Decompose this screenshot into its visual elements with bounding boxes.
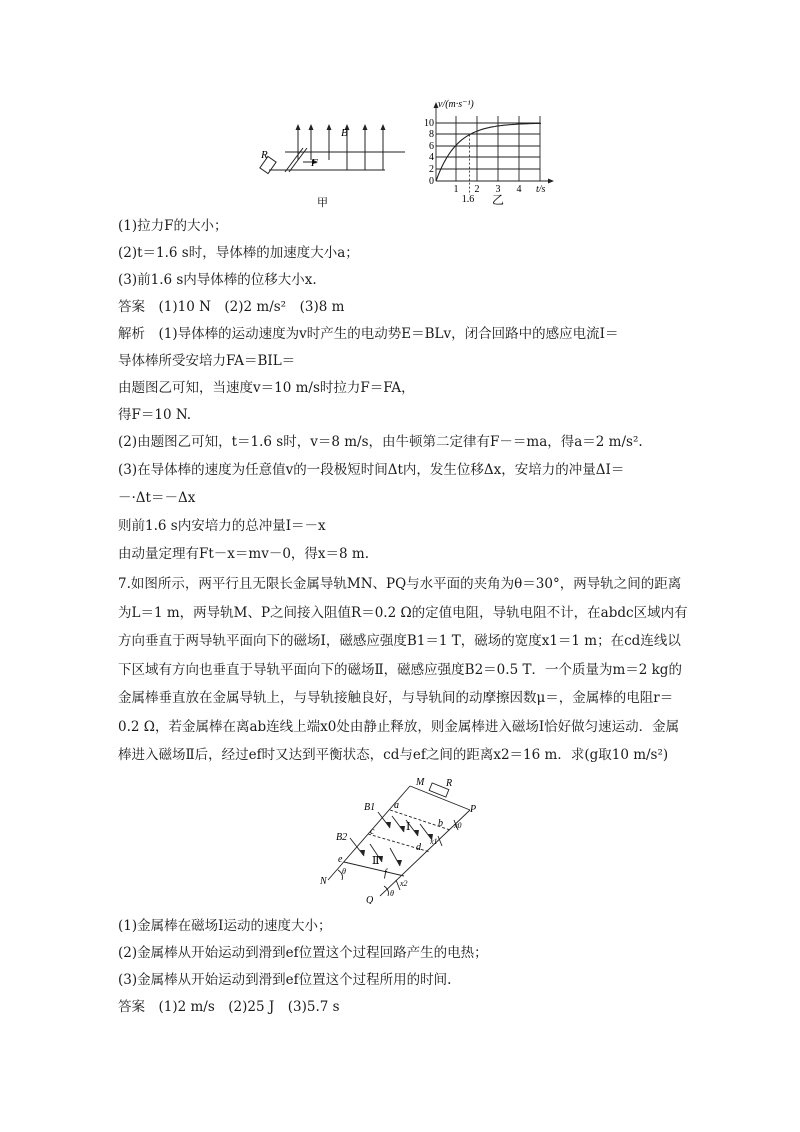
q7-sub2: (2)金属棒从开始运动到滑到ef位置这个过程回路产生的电热；	[118, 945, 488, 961]
fig2-label-q: Q	[366, 895, 374, 904]
x-tick: 1	[453, 184, 459, 195]
fig2-label-x2: x2	[400, 879, 408, 888]
label-r: R	[261, 149, 268, 161]
figure-yi-vt-graph	[420, 96, 560, 211]
caption-jia: 甲	[317, 197, 328, 209]
fig2-label-x0: x0	[454, 821, 462, 830]
q6-analysis-line: 由题图乙可知，当速度v＝10 m/s时拉力F＝FA，	[118, 380, 415, 396]
figure-inclined-rails	[320, 772, 490, 904]
q7-stem: 7.如图所示，两平行且无限长金属导轨MN、PQ与水平面的夹角为θ＝30°，两导轨之间的距离为L＝1 m，两导轨M、P之间接入阻值R＝0.2 Ω的定值电阻，导轨电阻不计，在abdc区域内有方向垂直于两导轨平面向下的磁场Ⅰ，磁感应强度B1＝1 T，磁场的宽度x1＝1 m；在cd连线以下区域有方向也垂直于导轨平面向下的磁场Ⅱ，磁感应强度B2＝0.5 T．一个质量为m＝2 kg的金属棒垂直放在金属导轨上，与导轨接触良好，与导轨间的动摩擦因数μ＝，金属棒的电阻r＝0.2 Ω，若金属棒在离ab连线上端x0处由静止释放，则金属棒进入磁场Ⅰ恰好做匀速运动．金属棒进入磁场Ⅱ后，经过ef时又达到平衡状态，cd与ef之间的距离x2＝16 m．求(g取10 m/s²)	[118, 576, 688, 763]
q7-answer: 答案 (1)2 m/s (2)25 J (3)5.7 s	[118, 999, 340, 1015]
figure-jia	[255, 118, 415, 214]
fig2-region-ii: Ⅱ	[372, 855, 380, 867]
fig2-label-a: a	[394, 800, 399, 811]
q7-sub3: (3)金属棒从开始运动到滑到ef位置这个过程所用的时间.	[118, 972, 452, 988]
x-tick: 3	[495, 184, 501, 195]
q6-analysis-line: 得F＝10 N.	[118, 407, 192, 423]
q6-sub1: (1)拉力F的大小；	[118, 218, 228, 234]
q6-analysis-line: －·Δt＝－Δx	[118, 490, 196, 506]
q6-analysis-line: (2)由题图乙可知，t＝1.6 s时，v＝8 m/s，由牛顿第二定律有F－＝ma，得a＝2 m/s².	[118, 434, 643, 450]
fig2-label-theta: θ	[390, 889, 394, 898]
y-tick: 6	[429, 141, 434, 152]
fig2-label-f: f	[384, 868, 387, 879]
y-tick: 2	[429, 164, 434, 175]
fig2-label-n: N	[320, 876, 327, 887]
velocity-curve	[436, 123, 541, 181]
y-tick: 8	[429, 129, 434, 140]
q7-sub1: (1)金属棒在磁场Ⅰ运动的速度大小；	[118, 918, 332, 934]
fig2-label-c: c	[370, 826, 375, 837]
graph-grid	[436, 106, 550, 181]
fig2-label-e: e	[338, 854, 343, 865]
x-axis-label: t/s	[536, 184, 546, 195]
y-tick: 0	[429, 176, 434, 187]
label-b: B	[341, 127, 348, 139]
q6-analysis-line: 则前1.6 s内安培力的总冲量I＝－x	[118, 518, 326, 534]
q6-analysis-line: 由动量定理有Ft－x＝mv－0，得x＝8 m.	[118, 546, 370, 562]
fig2-label-d: d	[416, 842, 421, 853]
fig2-label-b1: B1	[364, 802, 376, 813]
fig2-label-theta: θ	[342, 867, 346, 876]
y-axis-label: v/(m·s⁻¹)	[438, 99, 474, 110]
q6-answer: 答案 (1)10 N (2)2 m/s² (3)8 m	[118, 299, 345, 315]
q6-analysis-line: (3)在导体棒的速度为任意值v的一段极短时间Δt内，发生位移Δx，安培力的冲量ΔI＝	[118, 462, 625, 478]
y-tick: 4	[429, 152, 434, 163]
q6-sub2: (2)t＝1.6 s时，导体棒的加速度大小a；	[118, 245, 359, 261]
fig2-label-m: M	[416, 777, 425, 788]
caption-yi: 乙	[492, 193, 505, 207]
x-tick: 4	[516, 184, 522, 195]
label-f: F	[311, 157, 318, 169]
fig2-label-x1: x1	[430, 837, 438, 846]
q6-analysis-line: 解析 (1)导体棒的运动速度为v时产生的电动势E＝BLv，闭合回路中的感应电流I＝	[118, 326, 619, 342]
fig2-region-i: Ⅰ	[406, 821, 411, 833]
x-tick: 2	[474, 184, 480, 195]
y-tick: 10	[424, 118, 434, 129]
fig2-label-r: R	[446, 778, 453, 789]
fig2-label-b: b	[438, 818, 443, 829]
q6-sub3: (3)前1.6 s内导体棒的位移大小x.	[118, 272, 317, 288]
fig2-label-p: P	[470, 804, 477, 815]
q6-analysis-line: 导体棒所受安培力FA＝BIL＝	[118, 353, 296, 369]
fig2-label-b2: B2	[336, 832, 348, 843]
marker-tick-label: 1.6	[461, 194, 475, 205]
